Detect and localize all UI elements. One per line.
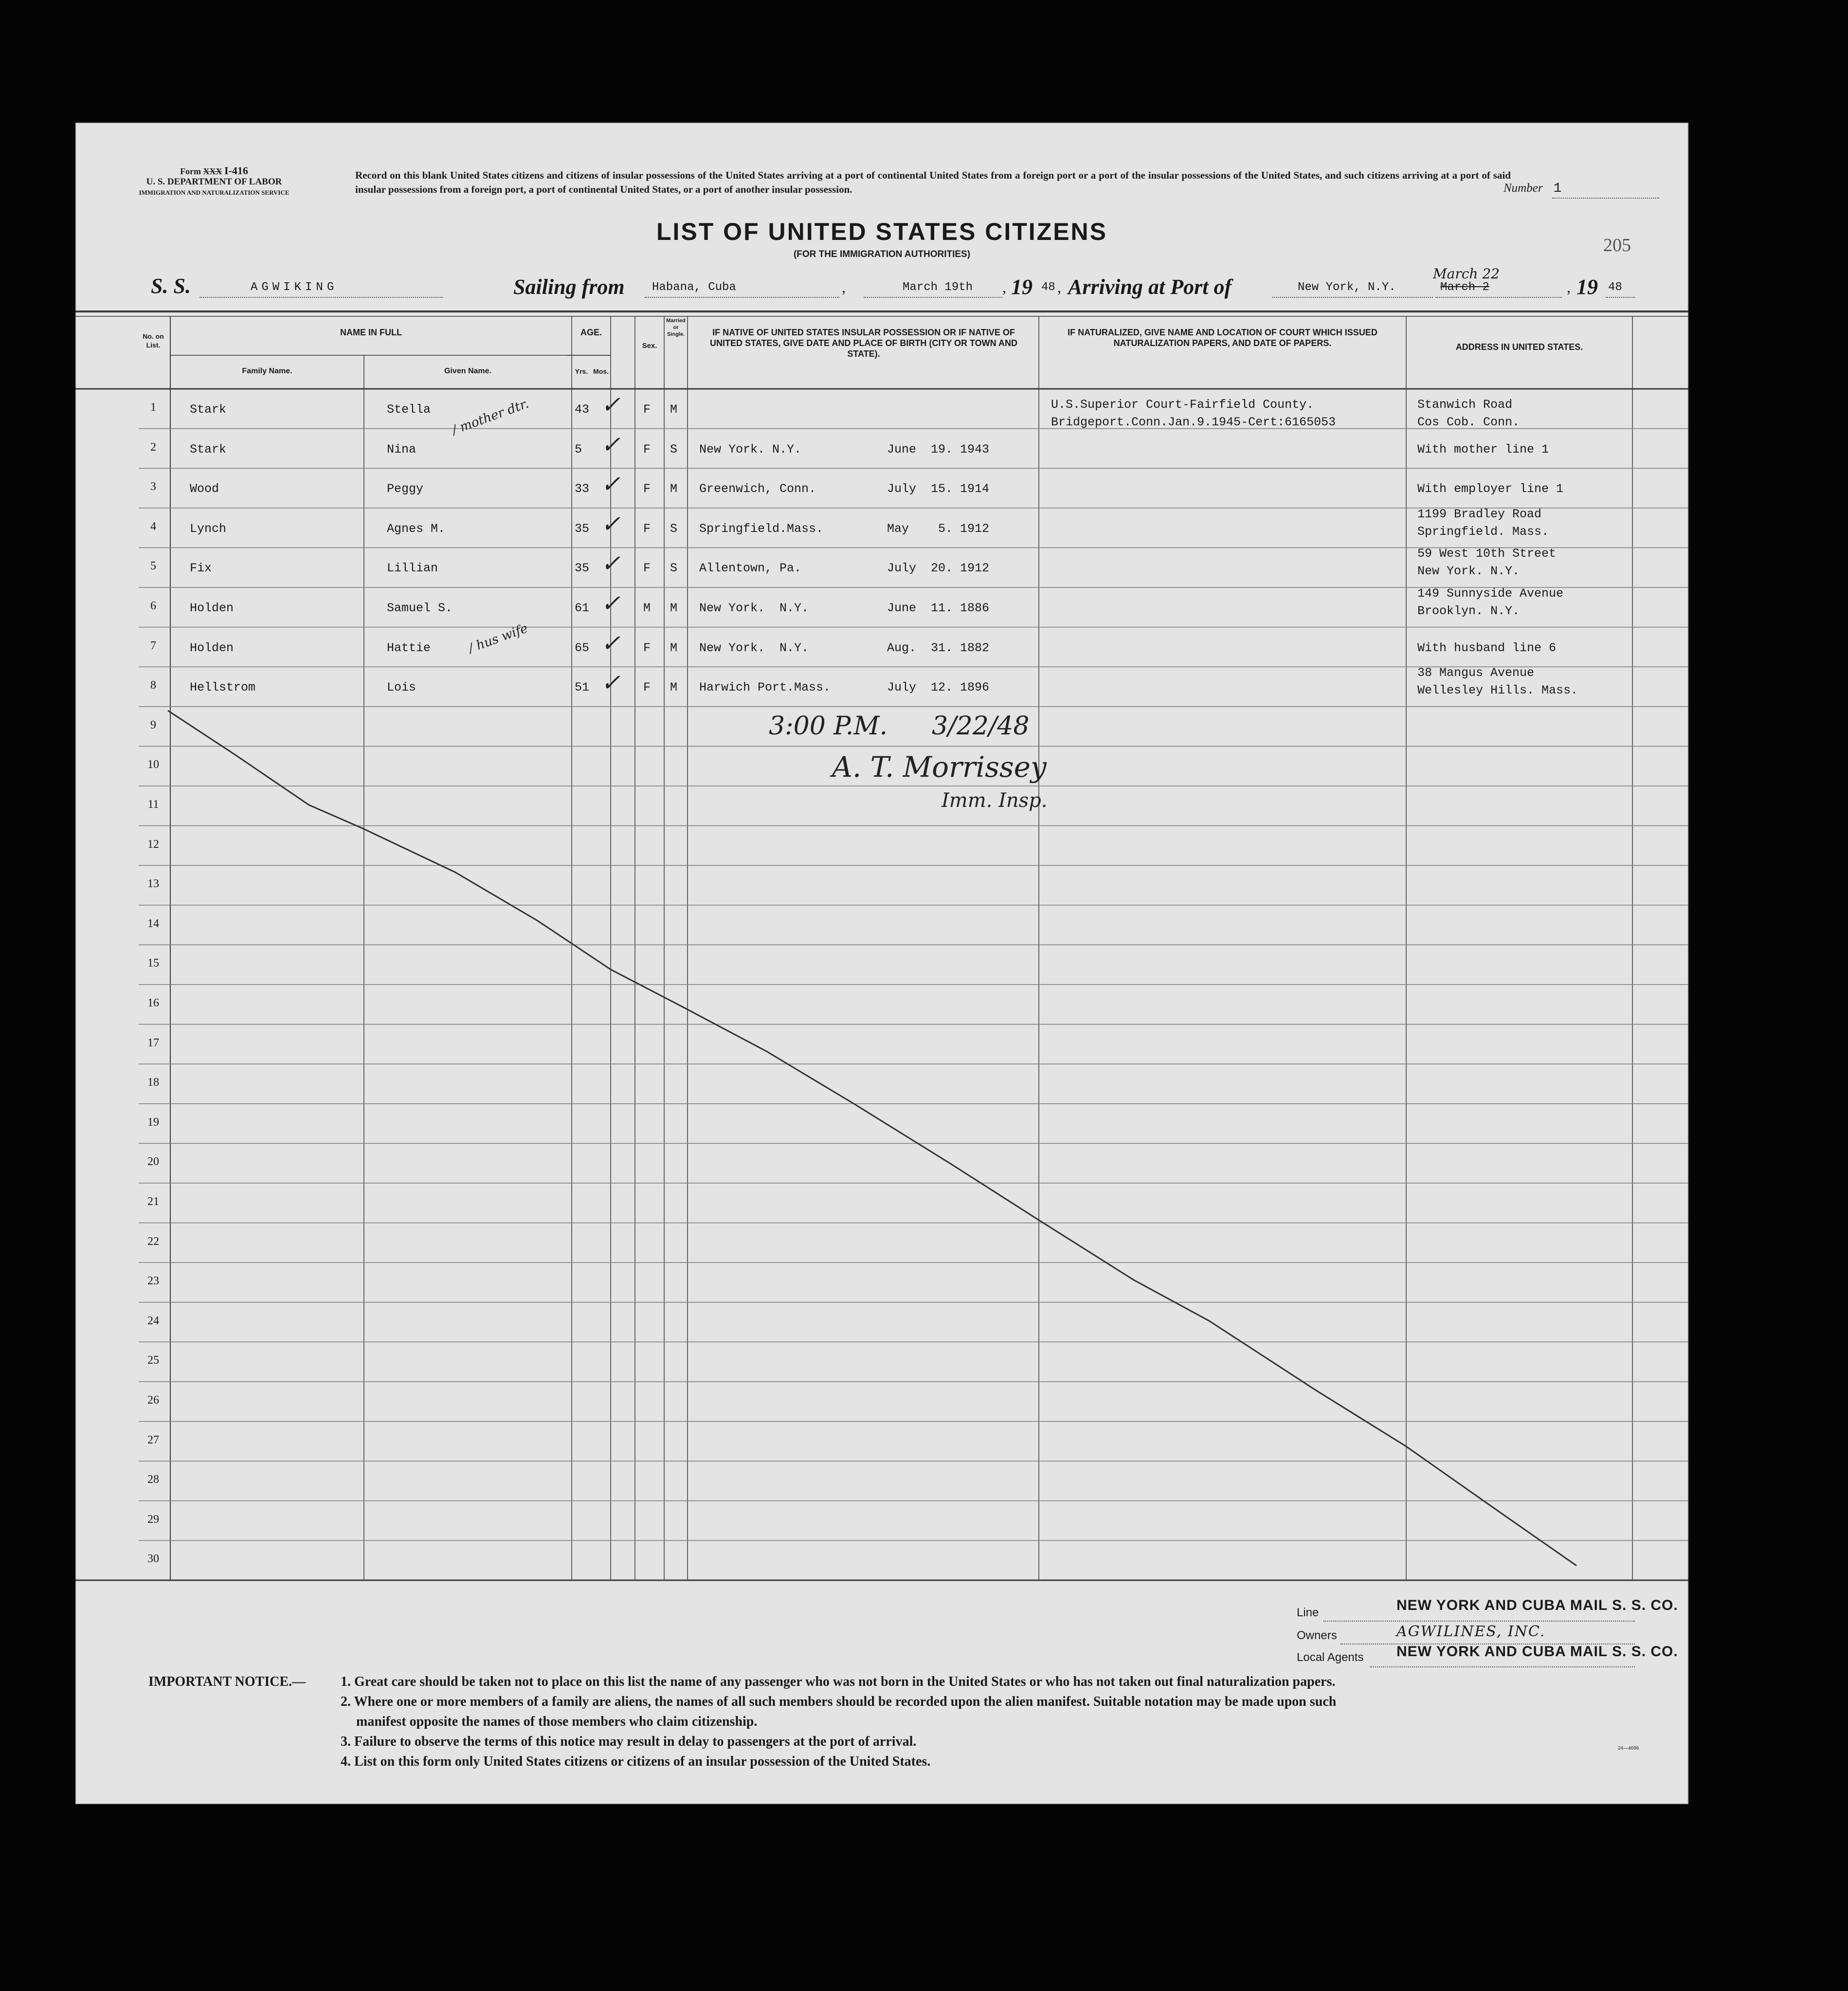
owners-label: Owners — [1297, 1629, 1337, 1642]
sex-cell: F — [643, 521, 651, 536]
age-years-cell: 51 — [575, 680, 590, 695]
birth-date-cell: July 15. 1914 — [887, 482, 990, 496]
form-struck: XXX — [203, 166, 222, 176]
address-line2-cell: Brooklyn. N.Y. — [1417, 604, 1520, 618]
given-name-cell: Agnes M. — [387, 521, 446, 536]
row-number: 14 — [147, 917, 159, 930]
col-address: ADDRESS IN UNITED STATES. — [1455, 342, 1583, 352]
address-line2-cell: Springfield. Mass. — [1417, 524, 1549, 539]
row-number: 6 — [150, 600, 156, 612]
marital-status-cell: M — [670, 680, 678, 695]
family-name-cell: Stark — [190, 442, 227, 457]
line-label: Line — [1297, 1606, 1319, 1619]
sex-cell: F — [643, 442, 651, 457]
row-number: 2 — [150, 440, 156, 454]
arriving-date-handwritten: March 22 — [1433, 266, 1500, 282]
family-name-cell: Wood — [190, 482, 219, 496]
form-number: I-416 — [224, 164, 248, 177]
col-given-name: Given Name. — [444, 367, 491, 375]
birth-date-cell: July 20. 1912 — [887, 561, 990, 576]
family-name-cell: Holden — [190, 640, 234, 655]
row-number: 17 — [147, 1036, 159, 1049]
age-years-cell: 5 — [575, 442, 582, 457]
row-number: 28 — [147, 1473, 159, 1486]
age-years-cell: 35 — [575, 561, 590, 576]
age-years-cell: 33 — [575, 482, 590, 496]
col-no-on-list: No. on List. — [143, 332, 164, 349]
col-family-name: Family Name. — [242, 367, 292, 375]
row-number: 15 — [147, 957, 159, 970]
given-name-cell: Samuel S. — [387, 601, 453, 615]
manifest-page — [75, 123, 1688, 1804]
important-notice-label: IMPORTANT NOTICE.— — [148, 1674, 306, 1689]
notice-item: 3. Failure to observe the terms of this notice may result in delay to passengers at the port of arrival. — [341, 1734, 917, 1749]
row-number: 11 — [147, 798, 159, 811]
handwritten-note-husband: / hus wife — [466, 621, 530, 656]
address-line2-cell: New York. N.Y. — [1417, 564, 1520, 579]
marital-status-cell: M — [670, 601, 678, 615]
family-name-cell: Holden — [190, 601, 234, 615]
address-line1-cell: 59 West 10th Street — [1417, 547, 1557, 561]
address-line1-cell: 38 Mangus Avenue — [1417, 666, 1535, 680]
address-line1-cell: Stanwich Road — [1417, 398, 1513, 412]
col-naturalized: IF NATURALIZED, GIVE NAME AND LOCATION OF COURT WHICH ISSUED NATURALIZATION PAPERS, AND DATE OF PAPERS. — [1068, 328, 1377, 348]
row-number: 25 — [147, 1354, 159, 1367]
page-stamp: 205 — [1603, 235, 1631, 256]
marital-status-cell: S — [670, 521, 678, 536]
row-number: 18 — [147, 1076, 159, 1089]
number-value: 1 — [1553, 181, 1562, 196]
page-subtitle: (FOR THE IMMIGRATION AUTHORITIES) — [793, 249, 971, 259]
sailing-date: March 19th — [903, 281, 973, 294]
row-number: 3 — [150, 480, 156, 493]
notice-item: manifest opposite the names of those members who claim citizenship. — [356, 1714, 758, 1729]
check-mark-icon: ✓ — [601, 391, 621, 419]
age-years-cell: 43 — [575, 402, 590, 417]
marital-status-cell: S — [670, 442, 678, 457]
cancel-strike-line — [168, 711, 1576, 1566]
address-line1-cell: 1199 Bradley Road — [1417, 507, 1542, 521]
row-number: 19 — [147, 1115, 159, 1129]
birth-date-cell: June 19. 1943 — [887, 442, 990, 457]
line-value: NEW YORK AND CUBA MAIL S. S. CO. — [1396, 1597, 1678, 1613]
printer-code: 24—4696 — [1618, 1746, 1639, 1751]
ship-name: AGWIKING — [251, 281, 338, 294]
sex-cell: F — [643, 640, 651, 655]
row-number: 24 — [147, 1314, 159, 1327]
row-number: 16 — [147, 997, 159, 1009]
agents-label: Local Agents — [1297, 1651, 1364, 1664]
given-name-cell: Peggy — [387, 482, 424, 496]
arriving-year: 48 — [1608, 281, 1622, 294]
row-number: 30 — [147, 1553, 159, 1566]
birth-place-cell: Springfield.Mass. — [699, 521, 824, 536]
notice-item: 2. Where one or more members of a family are aliens, the names of all such members should be recorded upon the alien manifest. Suitable notation may be made upon such — [341, 1694, 1337, 1709]
age-years-cell: 35 — [575, 521, 590, 536]
col-sex: Sex. — [642, 342, 657, 350]
birth-date-cell: July 12. 1896 — [887, 680, 990, 695]
handwritten-time: 3:00 P.M. — [769, 712, 888, 741]
row-number: 4 — [150, 520, 156, 533]
row-number: 1 — [150, 401, 156, 414]
service: IMMIGRATION AND NATURALIZATION SERVICE — [139, 189, 290, 196]
birth-date-cell: June 11. 1886 — [887, 601, 990, 615]
address-line1-cell: With mother line 1 — [1417, 442, 1549, 457]
birth-place-cell: Greenwich, Conn. — [699, 482, 816, 496]
col-married-single: Married or Single. — [666, 318, 686, 337]
naturalization-cert-cell: Bridgeport.Conn.Jan.9.1945-Cert:6165053 — [1051, 415, 1336, 429]
inspector-title: Imm. Insp. — [942, 789, 1048, 812]
arriving-year-prefix: 19 — [1576, 275, 1598, 299]
given-name-cell: Stella — [387, 402, 431, 417]
col-age: AGE. — [580, 328, 602, 337]
arriving-port: New York, N.Y. — [1298, 281, 1396, 294]
sailing-label: Sailing from — [513, 275, 625, 299]
arriving-date-struck: March 2 — [1440, 281, 1489, 294]
col-name-in-full: NAME IN FULL — [340, 328, 402, 337]
family-name-cell: Hellstrom — [190, 680, 256, 695]
address-line2-cell: Wellesley Hills. Mass. — [1417, 683, 1578, 698]
address-line1-cell: 149 Sunnyside Avenue — [1417, 586, 1564, 601]
ss-label: S. S. — [151, 274, 191, 298]
check-mark-icon: ✓ — [601, 629, 621, 657]
given-name-cell: Nina — [387, 442, 417, 457]
row-number: 27 — [147, 1433, 159, 1446]
row-number: 21 — [147, 1195, 159, 1208]
birth-place-cell: New York. N.Y. — [699, 601, 809, 615]
family-name-cell: Lynch — [190, 521, 227, 536]
form-prefix: Form — [180, 166, 201, 176]
address-line1-cell: With husband line 6 — [1417, 640, 1557, 655]
check-mark-icon: ✓ — [601, 669, 621, 697]
col-age-yrs: Yrs. — [575, 367, 588, 375]
row-number: 23 — [147, 1275, 159, 1288]
handwritten-note-mother: / mother dtr. — [450, 396, 531, 438]
page-title: LIST OF UNITED STATES CITIZENS — [656, 218, 1108, 245]
given-name-cell: Lois — [387, 680, 417, 695]
sex-cell: F — [643, 482, 651, 496]
row-number: 12 — [147, 838, 159, 851]
sex-cell: M — [643, 601, 651, 615]
sex-cell: F — [643, 402, 651, 417]
age-years-cell: 61 — [575, 601, 590, 615]
row-number: 7 — [150, 639, 156, 652]
notice-item: 4. List on this form only United States citizens or citizens of an insular possession of the United States. — [341, 1754, 931, 1769]
owners-value: AGWILINES, INC. — [1396, 1623, 1546, 1640]
family-name-cell: Fix — [190, 561, 212, 576]
age-years-cell: 65 — [575, 640, 590, 655]
handwritten-date: 3/22/48 — [932, 712, 1030, 741]
check-mark-icon: ✓ — [601, 590, 621, 617]
birth-place-cell: Allentown, Pa. — [699, 561, 802, 576]
department: U. S. DEPARTMENT OF LABOR — [146, 177, 282, 187]
birth-date-cell: Aug. 31. 1882 — [887, 640, 990, 655]
record-instructions: Record on this blank United States citizens and citizens of insular possessions of the United States arriving at a port of continental United States from a foreign port or a port of the insular possessions of the United States, and such citizens arriving at a port of said insular possessions from a foreign port, a port of continental United States, or a port of another insular possession. — [355, 169, 1511, 195]
row-number: 9 — [150, 718, 156, 731]
sailing-year: 48 — [1041, 281, 1055, 294]
sex-cell: F — [643, 561, 651, 576]
number-label: Number — [1504, 182, 1543, 195]
notice-item: 1. Great care should be taken not to place on this list the name of any passenger who was not born in the United States or who has not taken out final naturalization papers. — [341, 1674, 1336, 1689]
check-mark-icon: ✓ — [601, 550, 621, 578]
row-number: 20 — [147, 1155, 159, 1169]
inspector-signature: A. T. Morrissey — [832, 750, 1047, 784]
birth-place-cell: New York. N.Y. — [699, 442, 802, 457]
sailing-year-prefix: 19 — [1011, 275, 1033, 299]
birth-place-cell: Harwich Port.Mass. — [699, 680, 831, 695]
row-number: 5 — [150, 560, 156, 573]
agents-value: NEW YORK AND CUBA MAIL S. S. CO. — [1396, 1644, 1678, 1660]
arriving-label: Arriving at Port of — [1068, 275, 1232, 299]
marital-status-cell: M — [670, 402, 678, 417]
row-number: 26 — [147, 1394, 159, 1406]
row-number: 22 — [147, 1235, 159, 1248]
check-mark-icon: ✓ — [601, 471, 621, 498]
address-line1-cell: With employer line 1 — [1417, 482, 1564, 496]
marital-status-cell: M — [670, 482, 678, 496]
address-line2-cell: Cos Cob. Conn. — [1417, 415, 1520, 429]
given-name-cell: Lillian — [387, 561, 438, 576]
important-notice-list — [341, 1672, 1664, 1772]
family-name-cell: Stark — [190, 402, 227, 417]
given-name-cell: Hattie — [387, 640, 431, 655]
col-age-mos: Mos. — [593, 367, 609, 375]
check-mark-icon: ✓ — [601, 431, 621, 458]
naturalization-court-cell: U.S.Superior Court-Fairfield County. — [1051, 398, 1314, 412]
marital-status-cell: M — [670, 640, 678, 655]
row-number: 8 — [150, 679, 156, 692]
sex-cell: F — [643, 680, 651, 695]
row-number: 10 — [147, 758, 159, 771]
birth-place-cell: New York. N.Y. — [699, 640, 809, 655]
check-mark-icon: ✓ — [601, 510, 621, 538]
marital-status-cell: S — [670, 561, 678, 576]
voyage-line: S. S. AGWIKING Sailing from Habana, Cuba , March 19th , 19 48 , Arriving at Port of New York, N.Y. March 2 March 22 , 19 48 — [75, 269, 1688, 303]
row-number: 29 — [147, 1513, 159, 1526]
row-number: 13 — [147, 877, 159, 891]
sailing-from: Habana, Cuba — [652, 281, 736, 294]
col-birth: IF NATIVE OF UNITED STATES INSULAR POSSESSION OR IF NATIVE OF UNITED STATES, GIVE DATE AND PLACE OF BIRTH (CITY OR TOWN AND STATE). — [709, 328, 1017, 359]
birth-date-cell: May 5. 1912 — [887, 521, 990, 536]
